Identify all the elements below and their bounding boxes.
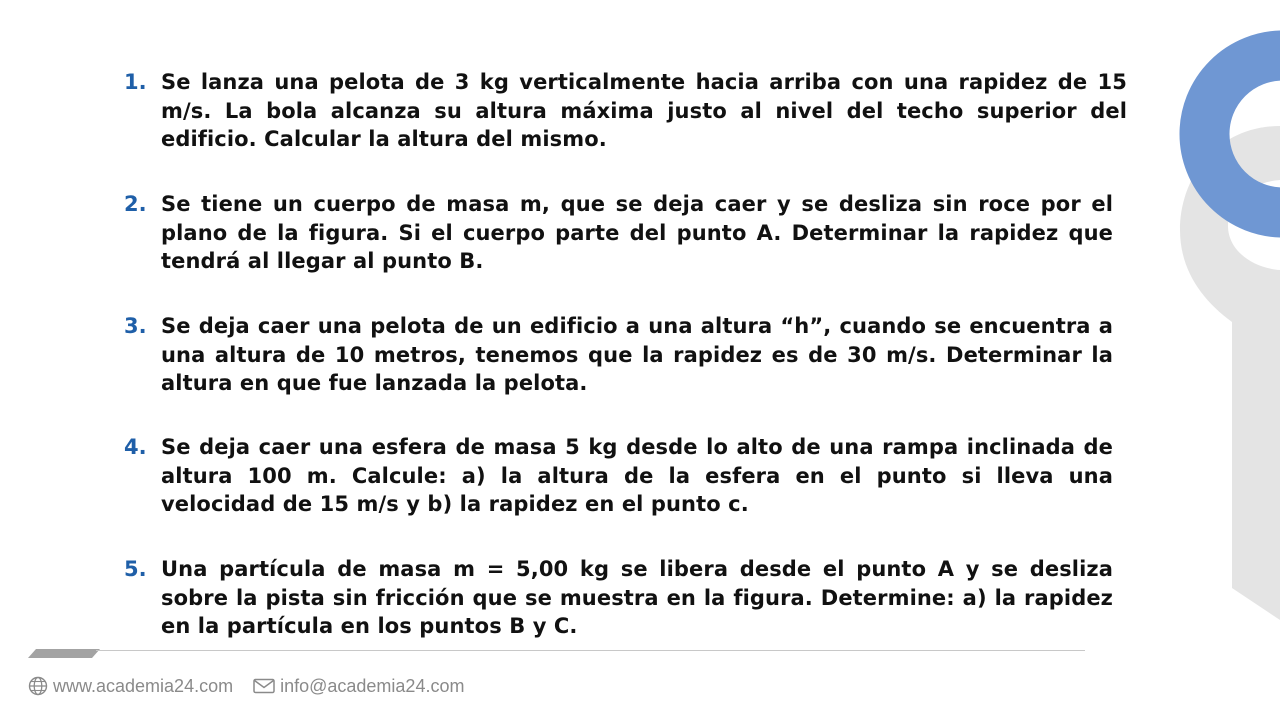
footer [28,674,464,698]
problem-item-4 [124,433,1113,519]
problem-text: Se lanza una pelota de 3 kg verticalmente hacia arriba con una rapidez de 15 m/s. La bola alcanza su altura máxima justo al nivel del techo superior del edificio. Calcular la altura del mismo. [161,70,1127,152]
problem-item-5 [124,555,1113,641]
problem-item-3 [124,312,1113,398]
problem-item-2 [124,190,1113,276]
problem-number: 1. [124,70,147,94]
problem-item-1 [124,68,1127,154]
email-link[interactable]: info@academia24.com [280,675,465,696]
globe-icon [28,676,48,696]
problem-text: Se deja caer una esfera de masa 5 kg desde lo alto de una rampa inclinada de altura 100 m. Calcule: a) la altura de la esfera en el punto si lleva una velocidad de 15 m/s y b) la rapidez en el punto c. [161,435,1113,517]
footer-accent-bar [28,649,100,658]
envelope-icon [253,676,275,696]
problem-text: Se deja caer una pelota de un edificio a una altura “h”, cuando se encuentra a una altura de 10 metros, tenemos que la rapidez es de 30 m/s. Determinar la altura en que fue lanzada la pelota. [161,314,1113,396]
footer-divider [96,650,1085,651]
problem-number: 4. [124,435,147,459]
problem-number: 5. [124,557,147,581]
footer-website[interactable] [28,676,233,697]
problem-text: Se tiene un cuerpo de masa m, que se deja caer y se desliza sin roce por el plano de la figura. Si el cuerpo parte del punto A. Determinar la rapidez que tendrá al llegar al punto B. [161,192,1113,274]
problem-number: 3. [124,314,147,338]
website-link[interactable]: www.academia24.com [53,675,234,696]
footer-email[interactable] [253,676,464,697]
problem-number: 2. [124,192,147,216]
problem-text: Una partícula de masa m = 5,00 kg se libera desde el punto A y se desliza sobre la pista sin fricción que se muestra en la figura. Determine: a) la rapidez en la partícula en los puntos B y C. [161,557,1113,639]
